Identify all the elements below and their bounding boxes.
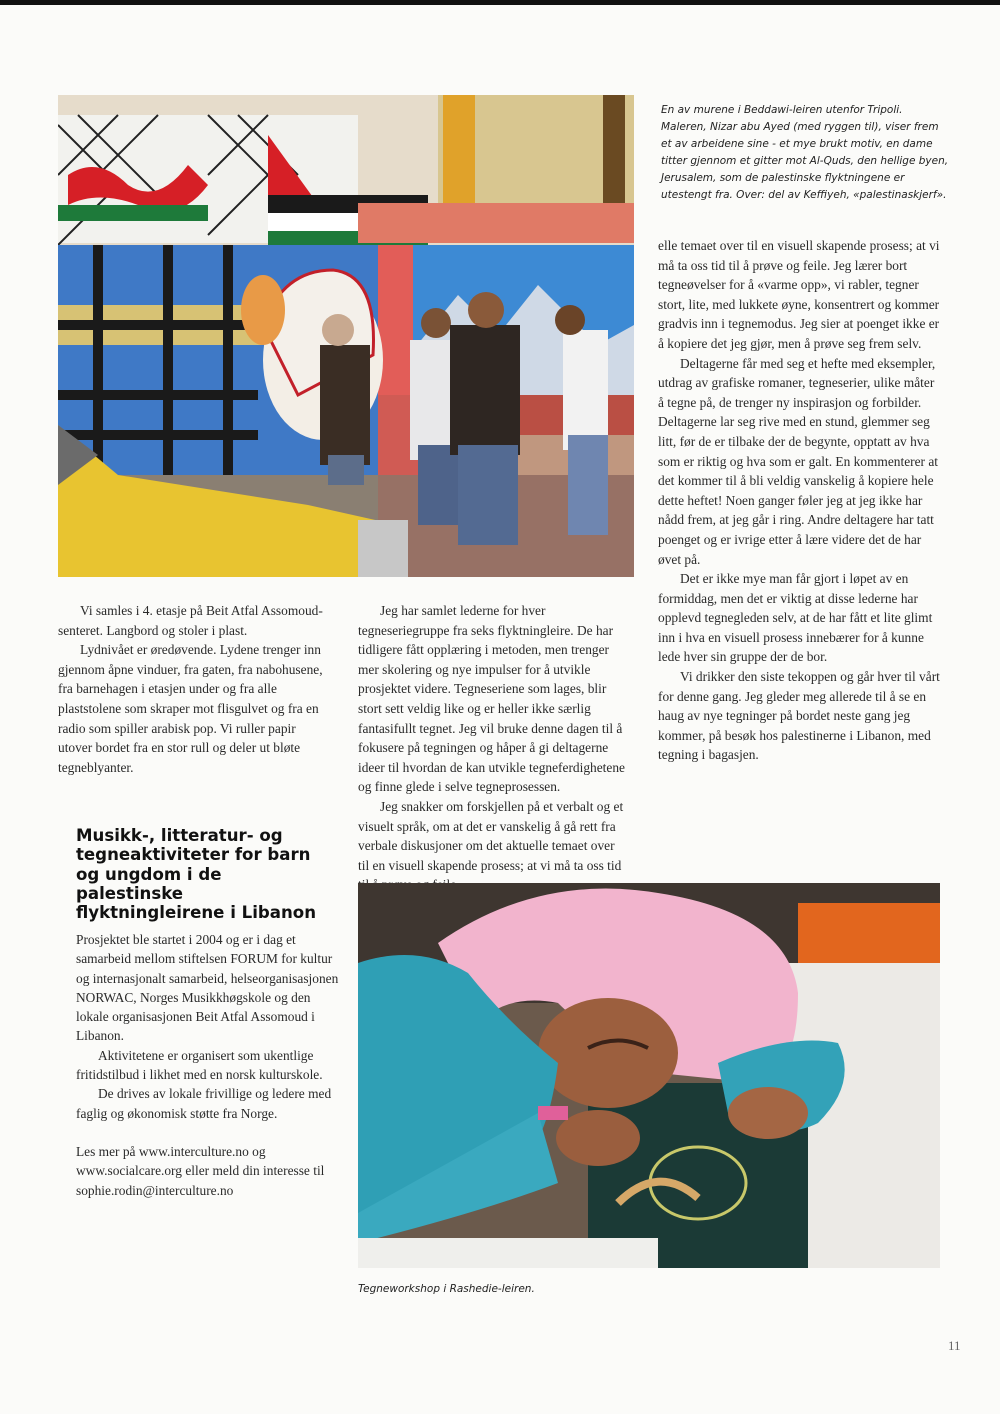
col2-paragraph-1: Jeg har samlet lederne for hver tegneseriegruppe fra seks flyktningleire. De har tidligere fått opplæring i metoden, men trenger mer skolering og nye impulser for å utvikle prosjektet videre. Tegneseriene som lages, blir stort sett veldig like og er heller ikke særlig fantasifullt tegnet. Jeg vil bruke denne dagen til å fokusere på tegningen og håper å gi deltagerne ideer til hvordan de kan utvikle tegneferdighetene og finne glede i selve tegneprosessen. bbox=[358, 603, 625, 795]
workshop-photo bbox=[358, 883, 940, 1268]
infobox-paragraph-2: Aktivitetene er organisert som ukentlige fritidstilbud i likhet med en norsk kulturskole. bbox=[76, 1047, 323, 1083]
page-number: 11 bbox=[948, 1338, 961, 1353]
bottom-photo-caption: Tegneworkshop i Rashedie-leiren. bbox=[358, 1283, 535, 1295]
top-rule bbox=[0, 0, 1000, 5]
col1-paragraph-1: Vi samles i 4. etasje på Beit Atfal Assomoud-senteret. Langbord og stoler i plast. bbox=[58, 603, 323, 638]
col3-paragraph-1: elle temaet over til en visuell skapende prosess; at vi må ta oss tid til å prøve og feile. Jeg lærer bort tegneøvelser for å «varme opp», vi rabler, tegner stort, lite, med lukkete øyne, konsentrert og kommer gradvis inn i tegnemodus. Jeg sier at poenget ikke er å kopiere det jeg gjør, men å prøve seg frem selv. bbox=[658, 238, 940, 351]
col3-paragraph-2: Deltagerne får med seg et hefte med eksempler, utdrag av grafiske romaner, tegneserier, ulike måter å tegne på, de trenger ny inspirasjon og forbilder. Deltagerne lar seg rive med en stund, glemmer seg litt, før de er tilbake der de begynte, opptatt av hva som er riktig og hva som er galt. En kommenterer at det kommer til å bli veldig vanskelig å kopiere hele dette heftet! Noen ganger føler jeg at jeg ikke har nådd frem, at jeg går i ring. Andre deltagere har tatt poenget og er ivrige etter å lære videre det de har øvet på. bbox=[658, 355, 939, 567]
column-1 bbox=[58, 601, 326, 777]
top-photo-caption: En av murene i Beddawi-leiren utenfor Tripoli. Maleren, Nizar abu Ayed (med ryggen til), viser frem et av arbeidene sine - et mye brukt motiv, en dame titter gjennom et gitter mot Al-Quds, den hellige byen, Jerusalem, som de palestinske flyktningene er utestengt fra. Over: del av Keffiyeh, «palestinaskjerf». bbox=[661, 104, 949, 201]
infobox-paragraph-1: Prosjektet ble startet i 2004 og er i dag et samarbeid mellom stiftelsen FORUM for kultur og internasjonalt samarbeid, helseorganisasjonen NORWAC, Norges Musikkhøgskole og den lokale organisasjonen Beit Atfal Assomoud i Libanon. bbox=[76, 932, 339, 1044]
col1-paragraph-2: Lydnivået er øredøvende. Lydene trenger inn gjennom åpne vinduer, fra gaten, fra nabohusene, fra barnehagen i etasjen under og fra alle plaststolene som skraper mot flisgulvet og fra en radio som spiller arabisk pop. Vi ruller papir utover bordet fra en stor rull og deler ut bløte tegneblyanter. bbox=[58, 642, 323, 775]
col3-paragraph-4: Vi drikker den siste tekoppen og går hver til vårt for denne gang. Jeg gleder meg allerede til å se en haug av nye tegninger på bordet neste gang jeg kommer, på besøk hos palestinerne i Libanon, med tegning i bagasjen. bbox=[658, 669, 940, 763]
column-2 bbox=[358, 601, 626, 895]
infobox-title: Musikk-, litteratur- og tegneaktiviteter for barn og ungdom i de palestinske flyktningleirene i Libanon bbox=[76, 826, 317, 923]
infobox bbox=[76, 930, 341, 1200]
infobox-paragraph-4: Les mer på www.interculture.no og www.socialcare.org eller meld din interesse til sophie.rodin@interculture.no bbox=[76, 1143, 325, 1198]
col2-paragraph-2: Jeg snakker om forskjellen på et verbalt og et visuelt språk, om at det er vanskelig å gå rett fra verbale diskusjoner om det aktuelle temaet over til en visuell skapende prosess; at vi må ta oss tid bbox=[358, 798, 624, 873]
column-3 bbox=[658, 236, 942, 765]
mural-photo bbox=[58, 95, 634, 577]
infobox-paragraph-3: De drives av lokale frivillige og ledere med faglig og økonomisk støtte fra Norge. bbox=[76, 1086, 332, 1121]
col3-paragraph-3: Det er ikke mye man får gjort i løpet av en formiddag, men det er viktig at disse lederne har opplevd tegnegleden selv, at de har fått et lite glimt inn i hva en visuell prosess innebærer for å kunne lede hver sin gruppe der de bor. bbox=[658, 571, 933, 665]
